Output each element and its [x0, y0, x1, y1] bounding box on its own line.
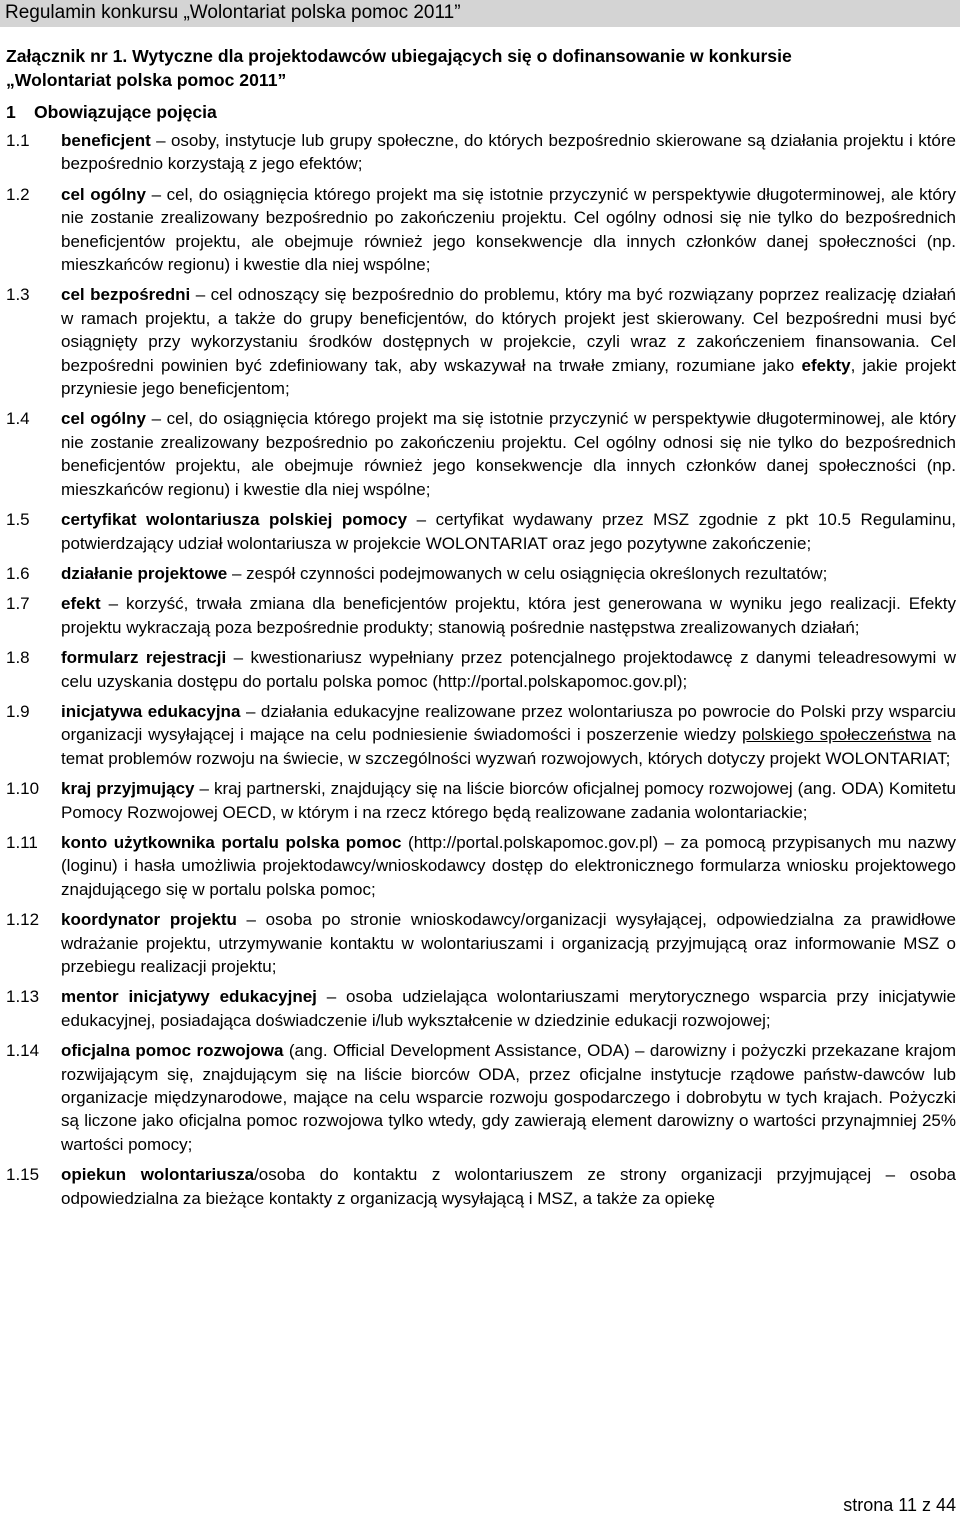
definition-body: [61, 700, 956, 770]
definition-body: [61, 129, 956, 176]
definition-item: [6, 562, 956, 585]
definition-number: 1.4: [6, 409, 30, 429]
definition-term: formularz rejestracji: [61, 648, 227, 668]
section-number: 1: [6, 102, 16, 122]
definition-item: [6, 283, 956, 400]
definition-item: [6, 129, 956, 176]
definition-term: beneficjent: [61, 131, 151, 150]
annex-title-line2: „Wolontariat polska pomoc 2011”: [6, 70, 287, 90]
definition-number: 1.10: [6, 779, 40, 799]
definition-text: – działania edukacyjne realizowane przez wolontariusza po powrocie do Polski przy wsparciu organizacji wysyłającej i mające na celu podniesienie świadomości i poszerzenie wiedzy: [61, 701, 956, 745]
definition-item: [6, 985, 956, 1032]
document-body: [6, 44, 956, 1217]
definition-text: – korzyść, trwała zmiana dla beneficjentów projektu, która jest generowana w wyniku jego realizacji. Efekty projektu wykraczają poza bezpośrednie produkty; stanowią pośrednie następstwa zrealizowanych działań;: [61, 594, 956, 637]
page-number: strona 11 z 44: [843, 1495, 956, 1515]
definition-text: – osoba po stronie wnioskodawcy/organizacji wysyłającej, odpowiedzialna za prawidłowe wdrażanie projektu, utrzymywanie kontaktu w wolontariuszami i organizacją przyjmującą oraz informowanie MSZ o przebiegu realizacji projektu;: [61, 910, 956, 976]
definition-link[interactable]: polskiego społeczeństwa: [741, 725, 932, 745]
definition-body: [61, 646, 956, 693]
definition-number: 1.6: [6, 563, 30, 583]
definition-body: [61, 183, 956, 277]
definition-item: [6, 908, 956, 978]
definition-term: inicjatywa edukacyjna: [61, 701, 241, 721]
definition-number: 1.9: [6, 701, 30, 721]
definition-number: 1.1: [6, 131, 30, 150]
definition-text: – osoba udzielająca wolontariuszami merytorycznego wsparcia przy inicjatywie edukacyjnej, posiadająca doświadczenie i/lub wykształcenie w dziedzinie edukacji rozwojowej;: [61, 987, 956, 1030]
definition-item: [6, 508, 956, 555]
definition-text-continued: , jakie projekt przyniesie jego beneficjentom;: [61, 355, 956, 399]
definition-text: (ang. Official Development Assistance, ODA) – darowizny i pożyczki przekazane krajom rozwijającym się, znajdującym się na liście biorców ODA, przez oficjalne instytucje rządowe państw-dawców lub organizacje międzynarodowe, mające na celu wsparcie rozwoju gospodarczego i dobrobytu w tych krajach. Pożyczki są liczone jako oficjalna pomoc rozwojowa tylko wtedy, gdy zawierają element darowizny o wartości przynajmniej 25% wartości pomocy;: [61, 1041, 956, 1154]
definition-item: [6, 777, 956, 824]
definition-text: – osoby, instytucje lub grupy społeczne, do których bezpośrednio skierowane są działania projektu i które bezpośrednio korzystają z jego efektów;: [61, 131, 956, 174]
definition-body: [61, 592, 956, 639]
definition-body: [61, 508, 956, 555]
definition-body: [61, 777, 956, 824]
definition-term: efekt: [61, 594, 101, 614]
definition-text: – cel, do osiągnięcia którego projekt ma się istotnie przyczynić w perspektywie długoterminowej, ale który nie zostanie zrealizowany bezpośrednio po zakończeniu projektu. Cel ogólny odnosi się nie tylko do bezpośrednich beneficjentów projektu, ale obejmuje również jego konsekwencje dla innych członków danej społeczności (np. mieszkańców regionu) i kwestie dla niej wspólne;: [61, 184, 956, 275]
definition-body: [61, 908, 956, 978]
definition-body: [61, 985, 956, 1032]
definition-term: kraj przyjmujący: [61, 779, 195, 799]
definition-term: opiekun wolontariusza: [61, 1165, 255, 1185]
definition-item: [6, 1163, 956, 1210]
definition-number: 1.12: [6, 910, 40, 930]
definition-term: oficjalna pomoc rozwojowa: [61, 1041, 284, 1061]
definition-item: [6, 700, 956, 770]
section-title: Obowiązujące pojęcia: [34, 102, 217, 122]
running-header: [0, 0, 960, 27]
annex-title: [6, 44, 956, 92]
definition-text: – certyfikat wydawany przez MSZ zgodnie z pkt 10.5 Regulaminu, potwierdzający udział wolontariusza w projekcie WOLONTARIAT oraz jego pozytywne zakończenie;: [61, 510, 956, 553]
definition-number: 1.7: [6, 594, 30, 614]
definition-text: – cel, do osiągnięcia którego projekt ma się istotnie przyczynić w perspektywie długoterminowej, ale który nie zostanie zrealizowany bezpośrednio po zakończeniu projektu. Cel ogólny odnosi się nie tylko do bezpośrednich beneficjentów projektu, ale obejmuje również jego konsekwencje dla innych członków danej społeczności (np. mieszkańców regionu) i kwestie dla niej wspólne;: [61, 409, 956, 499]
definition-body: [61, 1163, 956, 1210]
definition-number: 1.2: [6, 184, 30, 204]
definition-item: [6, 831, 956, 901]
definition-item: [6, 646, 956, 693]
definition-item: [6, 183, 956, 277]
definition-term: cel bezpośredni: [61, 285, 191, 305]
definition-body: [61, 1039, 956, 1156]
definition-term: certyfikat wolontariusza polskiej pomocy: [61, 510, 408, 530]
definition-text: – cel odnoszący się bezpośrednio do problemu, który ma być rozwiązany poprzez realizację działań w ramach projektu, a także do grupy beneficjentów, do których projekt jest skierowany. Cel bezpośredni musi być osiągnięty przy wykorzystaniu środków dostępnych w projekcie, czyli wraz z zakończeniem finansowania. Cel bezpośredni powinien być zdefiniowany tak, aby wskazywał na trwałe zmiany, rozumiane jako: [61, 285, 956, 375]
definition-term: cel ogólny: [61, 184, 146, 204]
definition-body: [61, 831, 956, 901]
definition-term: konto użytkownika portalu polska pomoc: [61, 832, 402, 852]
section-heading: [6, 100, 956, 124]
definition-body: [61, 407, 956, 501]
definition-number: 1.15: [6, 1165, 40, 1185]
definition-number: 1.11: [6, 832, 38, 852]
running-header-title: Regulamin konkursu „Wolontariat polska pomoc 2011”: [5, 2, 461, 23]
definition-text-continued: na temat problemów rozwoju na świecie, w szczególności wyzwań rozwojowych, których dotyczy projekt WOLONTARIAT;: [61, 725, 956, 768]
definition-term: działanie projektowe: [61, 563, 228, 583]
definition-number: 1.5: [6, 510, 30, 530]
definition-item: [6, 1039, 956, 1156]
definition-number: 1.14: [6, 1041, 40, 1061]
definition-number: 1.8: [6, 648, 30, 668]
definition-number: 1.13: [6, 987, 40, 1007]
definition-item: [6, 592, 956, 639]
definition-text: (http://portal.polskapomoc.gov.pl) – za pomocą przypisanych mu nazwy (loginu) i hasła umożliwia projektodawcy/wnioskodawcy dostęp do elektronicznego formularza wniosku projektowego znajdującego się w portalu polska pomoc;: [61, 832, 956, 899]
definition-body: [61, 562, 956, 585]
definition-text: – kraj partnerski, znajdujący się na liście biorców oficjalnej pomocy rozwojowej (ang. ODA) Komitetu Pomocy Rozwojowej OECD, w którym i na rzecz którego będą realizowane zadania wolontariackie;: [61, 779, 956, 822]
definition-term: mentor inicjatywy edukacyjnej: [61, 987, 317, 1007]
definition-text: – zespół czynności podejmowanych w celu osiągnięcia określonych rezultatów;: [227, 563, 828, 583]
definition-body: [61, 283, 956, 400]
definition-term: koordynator projektu: [61, 910, 237, 930]
definition-text: – kwestionariusz wypełniany przez potencjalnego projektodawcę z danymi teleadresowymi w celu uzyskania dostępu do portalu polska pomoc (http://portal.polskapomoc.gov.pl);: [61, 648, 956, 691]
definition-term: cel ogólny: [61, 409, 146, 429]
definition-emphasis: efekty: [801, 355, 851, 375]
definition-item: [6, 407, 956, 501]
annex-title-line1: Załącznik nr 1. Wytyczne dla projektodawców ubiegających się o dofinansowanie w konkursie: [6, 46, 792, 66]
definition-list: [6, 129, 956, 1210]
definition-text: /osoba do kontaktu z wolontariuszem ze strony organizacji przyjmującej – osoba odpowiedzialna za bieżące kontakty z organizacją wysyłającą i MSZ, a także za opiekę: [61, 1165, 956, 1208]
definition-number: 1.3: [6, 285, 30, 305]
